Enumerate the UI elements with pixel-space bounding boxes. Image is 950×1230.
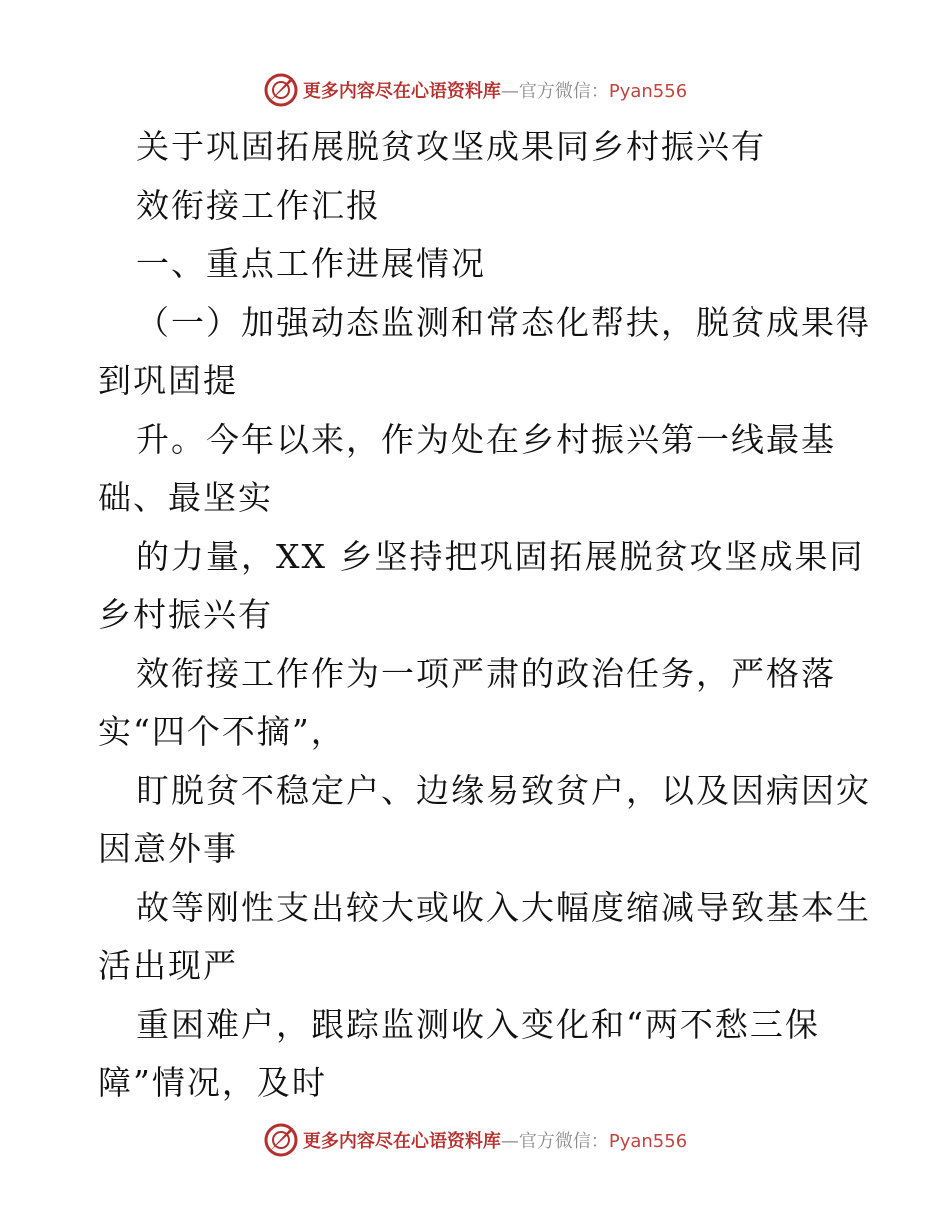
banner-wechat-id: Pyan556	[608, 81, 688, 102]
doc-line: 到巩固提	[98, 361, 238, 400]
doc-line: 实“四个不摘”，	[98, 712, 346, 751]
doc-line: 效衔接工作作为一项严肃的政治任务，严格落	[136, 653, 836, 693]
doc-line: 活出现严	[98, 946, 238, 985]
doc-line: 升。今年以来，作为处在乡村振兴第一线最基	[136, 419, 836, 459]
doc-line: 一、重点工作进展情况	[136, 244, 486, 283]
doc-line: 关于巩固拓展脱贫攻坚成果同乡村振兴有	[136, 127, 766, 166]
banner-text	[303, 1127, 687, 1153]
doc-line: 因意外事	[98, 829, 238, 868]
document-body	[98, 118, 871, 1113]
doc-line: 乡村振兴有	[98, 595, 273, 634]
doc-line: 础、最坚实	[98, 478, 273, 517]
banner-title: 更多内容尽在心语资料库	[302, 81, 501, 102]
banner-dash: —	[500, 1131, 519, 1152]
doc-line: 盯脱贫不稳定户、边缘易致贫户，以及因病因灾	[136, 770, 871, 810]
banner-wechat-id: Pyan556	[608, 1131, 688, 1152]
doc-line: （一）加强动态监测和常态化帮扶，脱贫成果得	[136, 302, 871, 342]
banner-wechat-label: 官方微信：	[518, 81, 609, 102]
banner-text	[303, 77, 687, 103]
banner-dash: —	[500, 81, 519, 102]
quill-logo-icon	[263, 72, 299, 108]
doc-line: 重困难户，跟踪监测收入变化和“两不愁三保	[136, 1004, 820, 1044]
banner-wechat-label: 官方微信：	[518, 1131, 609, 1152]
doc-line: 故等刚性支出较大或收入大幅度缩减导致基本生	[136, 887, 871, 927]
banner-title: 更多内容尽在心语资料库	[302, 1131, 501, 1152]
quill-logo-icon	[263, 1122, 299, 1158]
header-banner	[0, 70, 950, 110]
doc-line: 效衔接工作汇报	[136, 185, 381, 225]
doc-line: 的力量，XX 乡坚持把巩固拓展脱贫攻坚成果同	[136, 536, 865, 576]
doc-line: 障”情况，及时	[98, 1063, 327, 1102]
footer-banner	[0, 1120, 950, 1160]
